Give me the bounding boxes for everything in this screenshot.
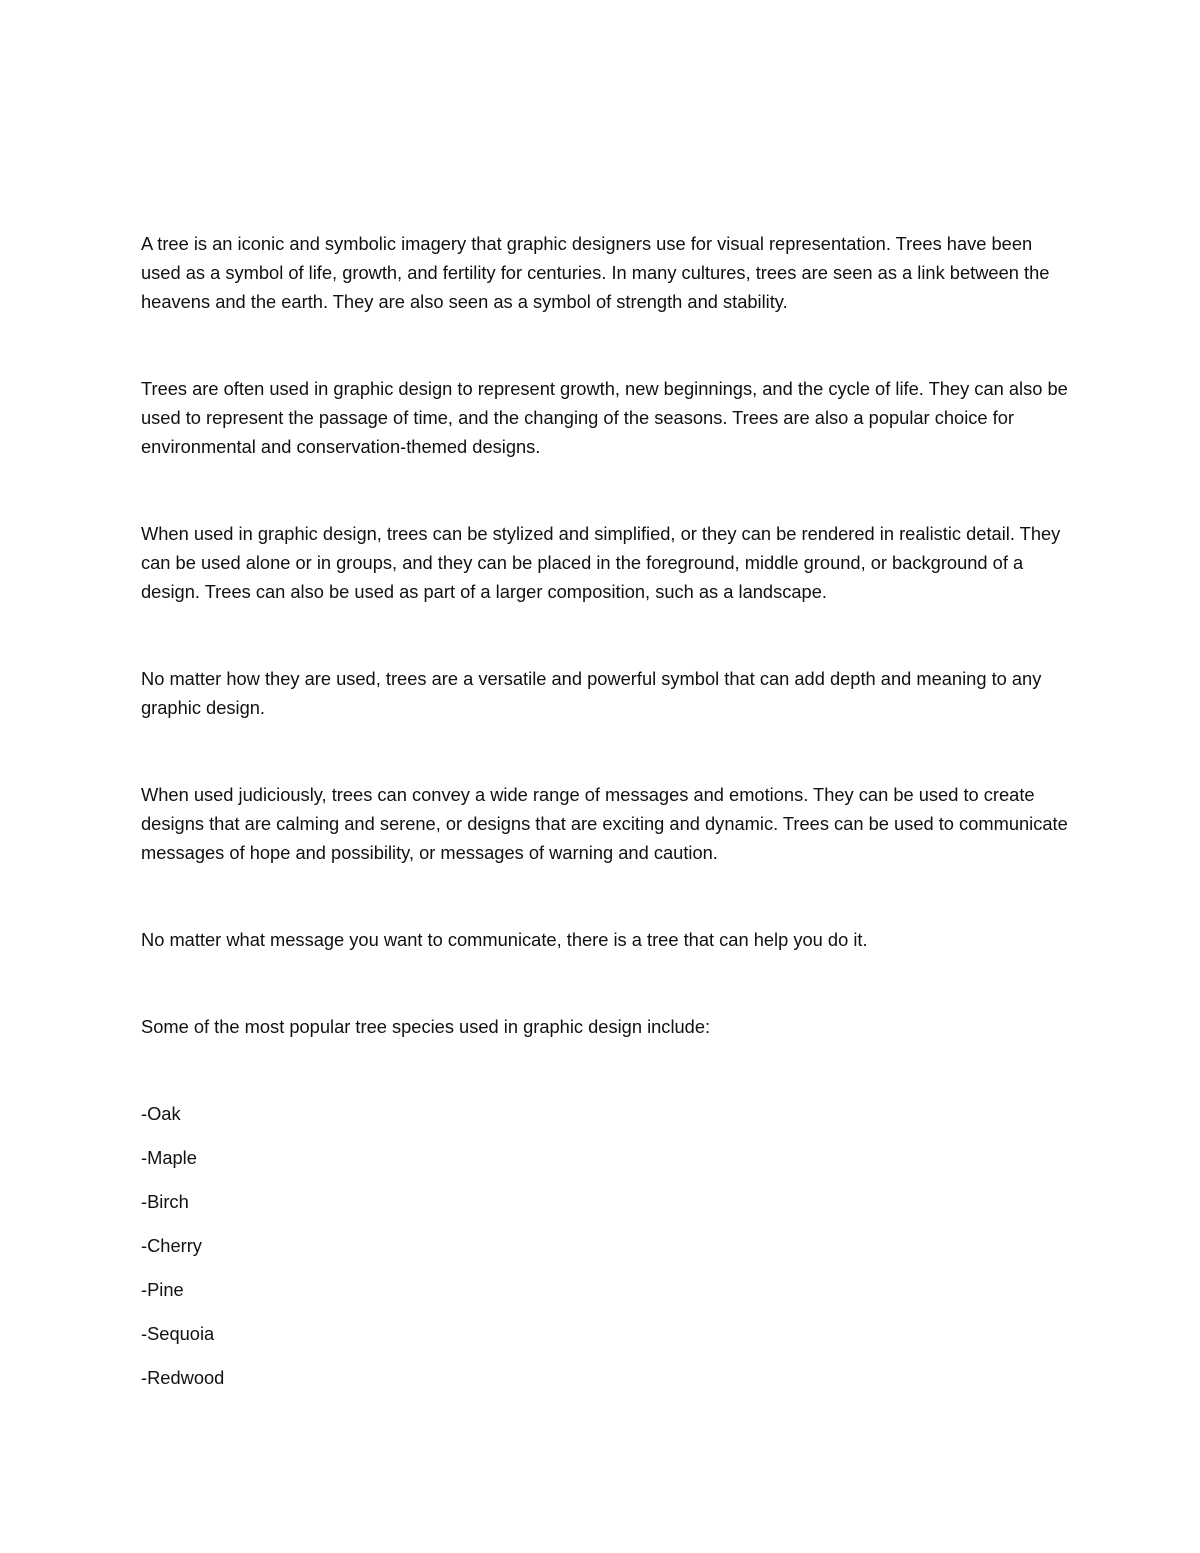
list-item: -Oak	[141, 1103, 181, 1124]
paragraph-species-intro: Some of the most popular tree species used in graphic design include:	[141, 1016, 711, 1037]
paragraph-tree-symbolism: A tree is an iconic and symbolic imagery that graphic designers use for visual representation. Trees have been used as a symbol of life, growth, and fertility for centuries. In many cultures, trees are seen as a link between the heavens and the earth. They are also seen as a symbol of strength and stability.	[141, 233, 1050, 312]
species-list	[141, 1099, 1071, 1407]
paragraph-tree-styles: When used in graphic design, trees can be stylized and simplified, or they can be rendered in realistic detail. They can be used alone or in groups, and they can be placed in the foreground, middle ground, or background of a design. Trees can also be used as part of a larger composition, such as a landscape.	[141, 523, 1061, 602]
paragraph-spacer	[141, 461, 1071, 519]
paragraph-spacer	[141, 1041, 1071, 1099]
list-item: -Cherry	[141, 1235, 202, 1256]
list-item: -Sequoia	[141, 1323, 215, 1344]
list-item: -Birch	[141, 1191, 189, 1212]
paragraph-tree-uses: Trees are often used in graphic design to represent growth, new beginnings, and the cycle of life. They can also be used to represent the passage of time, and the changing of the seasons. Trees are also a popular choice for environmental and conservation-themed designs.	[141, 378, 1068, 457]
document-body	[141, 229, 1071, 1407]
paragraph-messages: When used judiciously, trees can convey a wide range of messages and emotions. They can be used to create designs that are calming and serene, or designs that are exciting and dynamic. Trees can be used to communicate messages of hope and possibility, or messages of warning and caution.	[141, 784, 1068, 863]
paragraph-communicate: No matter what message you want to communicate, there is a tree that can help you do it.	[141, 929, 868, 950]
list-item: -Redwood	[141, 1367, 225, 1388]
list-item: -Maple	[141, 1147, 197, 1168]
paragraph-spacer	[141, 316, 1071, 374]
paragraph-spacer	[141, 867, 1071, 925]
paragraph-spacer	[141, 722, 1071, 780]
list-item: -Pine	[141, 1279, 184, 1300]
paragraph-spacer	[141, 606, 1071, 664]
paragraph-versatility: No matter how they are used, trees are a versatile and powerful symbol that can add depth and meaning to any graphic design.	[141, 668, 1042, 718]
paragraph-spacer	[141, 954, 1071, 1012]
